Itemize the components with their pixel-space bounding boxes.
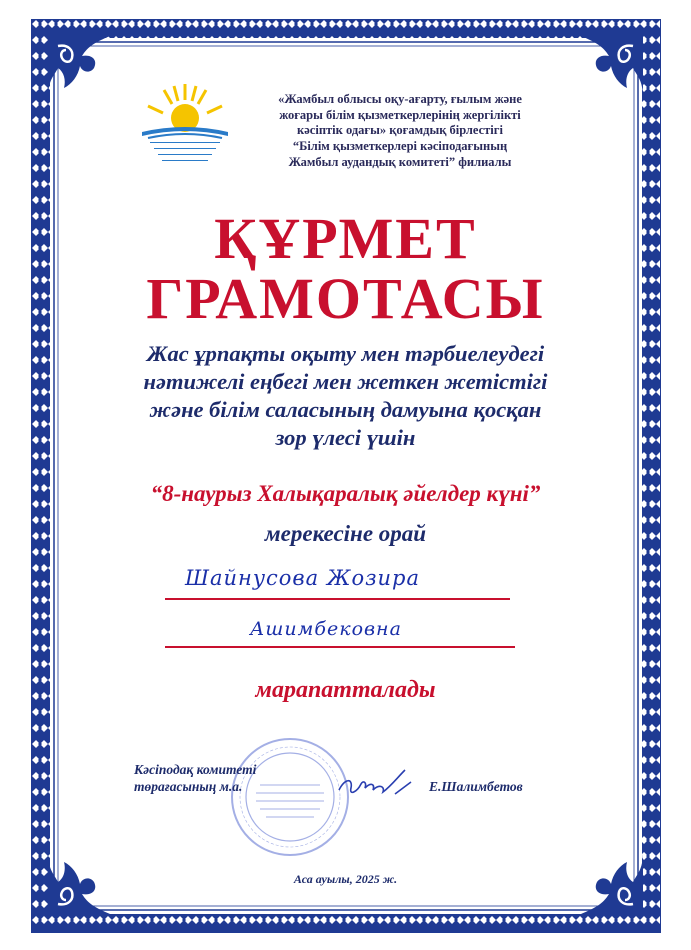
event-name: “8-наурыз Халықаралық әйелдер күні” [150,481,541,506]
official-stamp [228,735,352,859]
occasion-text: мерекесіне орай [264,521,427,546]
corner-ornament-top-right [577,32,647,102]
citation-line: зор үлесі үшін [275,424,416,450]
union-logo [130,78,240,178]
handwritten-signature [335,764,415,804]
recipient-underline-1 [165,598,510,600]
organization-line: “Білім қызметкерлері кәсіподағының [292,138,508,153]
recipient-patronymic: Ашимбековна [250,618,402,640]
citation-line: нәтижелі еңбегі мен жеткен жетістігі [143,368,548,394]
title-line-1: ҚҰРМЕТ [214,206,477,271]
title-line-2: ГРАМОТАСЫ [146,266,545,331]
organization-line: «Жамбыл облысы оқу-ағарту, ғылым және [278,92,522,106]
organization-line: Жамбыл аудандық комитеті” филиалы [288,154,512,169]
citation-line: және білім саласының дамуына қосқан [149,396,542,422]
signatory-role-line-2: төрағасының м.а. [134,779,243,794]
recipient-name: Шайнусова Жозира [185,566,421,590]
signatory-role-line-1: Кәсіподақ комитеті [134,762,257,777]
place-date: Аса ауылы, 2025 ж. [293,872,398,886]
citation-text [0,340,691,452]
organization-line: кәсіптік одағы» қоғамдық бірлестігі [297,123,503,138]
organization-line: жоғары білім қызметкерлерінің жергілікті [279,107,521,122]
recipient-underline-2 [165,646,515,648]
signatory-name: Е.Шалимбетов [429,779,523,794]
organization-header [250,92,550,170]
citation-line: Жас ұрпақты оқыту мен тәрбиелеудегі [146,341,545,366]
awarded-text: марапатталады [255,677,436,703]
corner-ornament-top-left [44,32,114,102]
